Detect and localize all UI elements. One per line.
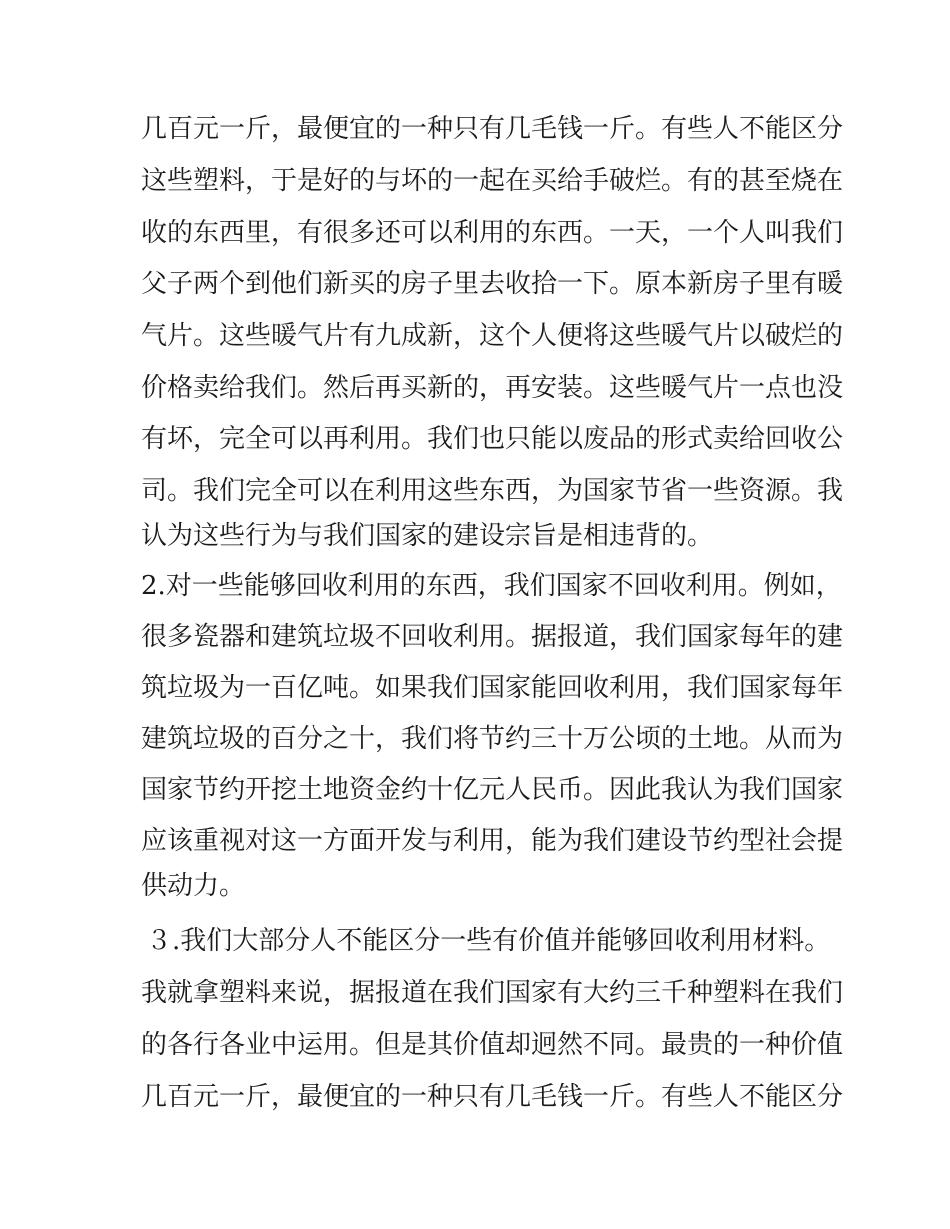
list-item-3-line: ３.我们大部分人不能区分一些有价值并能够回收利用材料。 bbox=[146, 926, 831, 956]
paragraph-line: 收的东西里，有很多还可以利用的东西。一天，一个人叫我们 bbox=[141, 218, 844, 248]
list-item-2-line: 应该重视对这一方面开发与利用，能为我们建设节约型社会提 bbox=[141, 826, 844, 856]
list-item-2-line: 供动力。 bbox=[141, 871, 246, 901]
list-item-2-line: 筑垃圾为一百亿吨。如果我们国家能回收利用，我们国家每年 bbox=[141, 673, 844, 703]
paragraph-line: 有坏，完全可以再利用。我们也只能以废品的形式卖给回收公 bbox=[141, 424, 844, 454]
paragraph-line: 气片。这些暖气片有九成新，这个人便将这些暖气片以破烂的 bbox=[141, 321, 844, 351]
paragraph-line: 父子两个到他们新买的房子里去收拾一下。原本新房子里有暖 bbox=[141, 269, 844, 299]
list-item-2-line: 建筑垃圾的百分之十，我们将节约三十万公顷的土地。从而为 bbox=[141, 724, 844, 754]
paragraph-line: 价格卖给我们。然后再买新的，再安装。这些暖气片一点也没 bbox=[141, 373, 844, 403]
list-item-3-line: 我就拿塑料来说，据报道在我们国家有大约三千种塑料在我们 bbox=[141, 978, 844, 1008]
list-item-2-line: 很多瓷器和建筑垃圾不回收利用。据报道，我们国家每年的建 bbox=[141, 622, 844, 652]
paragraph-line: 几百元一斤，最便宜的一种只有几毛钱一斤。有些人不能区分 bbox=[141, 114, 844, 144]
list-item-2-line: 国家节约开挖土地资金约十亿元人民币。因此我认为我们国家 bbox=[141, 775, 844, 805]
list-item-2-line: 2.对一些能够回收利用的东西，我们国家不回收利用。例如， bbox=[141, 571, 842, 601]
list-item-3-line: 的各行各业中运用。但是其价值却迥然不同。最贵的一种价值 bbox=[141, 1030, 844, 1060]
paragraph-line: 认为这些行为与我们国家的建设宗旨是相违背的。 bbox=[141, 521, 714, 551]
paragraph-line: 这些塑料，于是好的与坏的一起在买给手破烂。有的甚至烧在 bbox=[141, 166, 844, 196]
list-item-3-line: 几百元一斤，最便宜的一种只有几毛钱一斤。有些人不能区分 bbox=[141, 1082, 844, 1112]
paragraph-line: 司。我们完全可以在利用这些东西，为国家节省一些资源。我 bbox=[141, 476, 844, 506]
